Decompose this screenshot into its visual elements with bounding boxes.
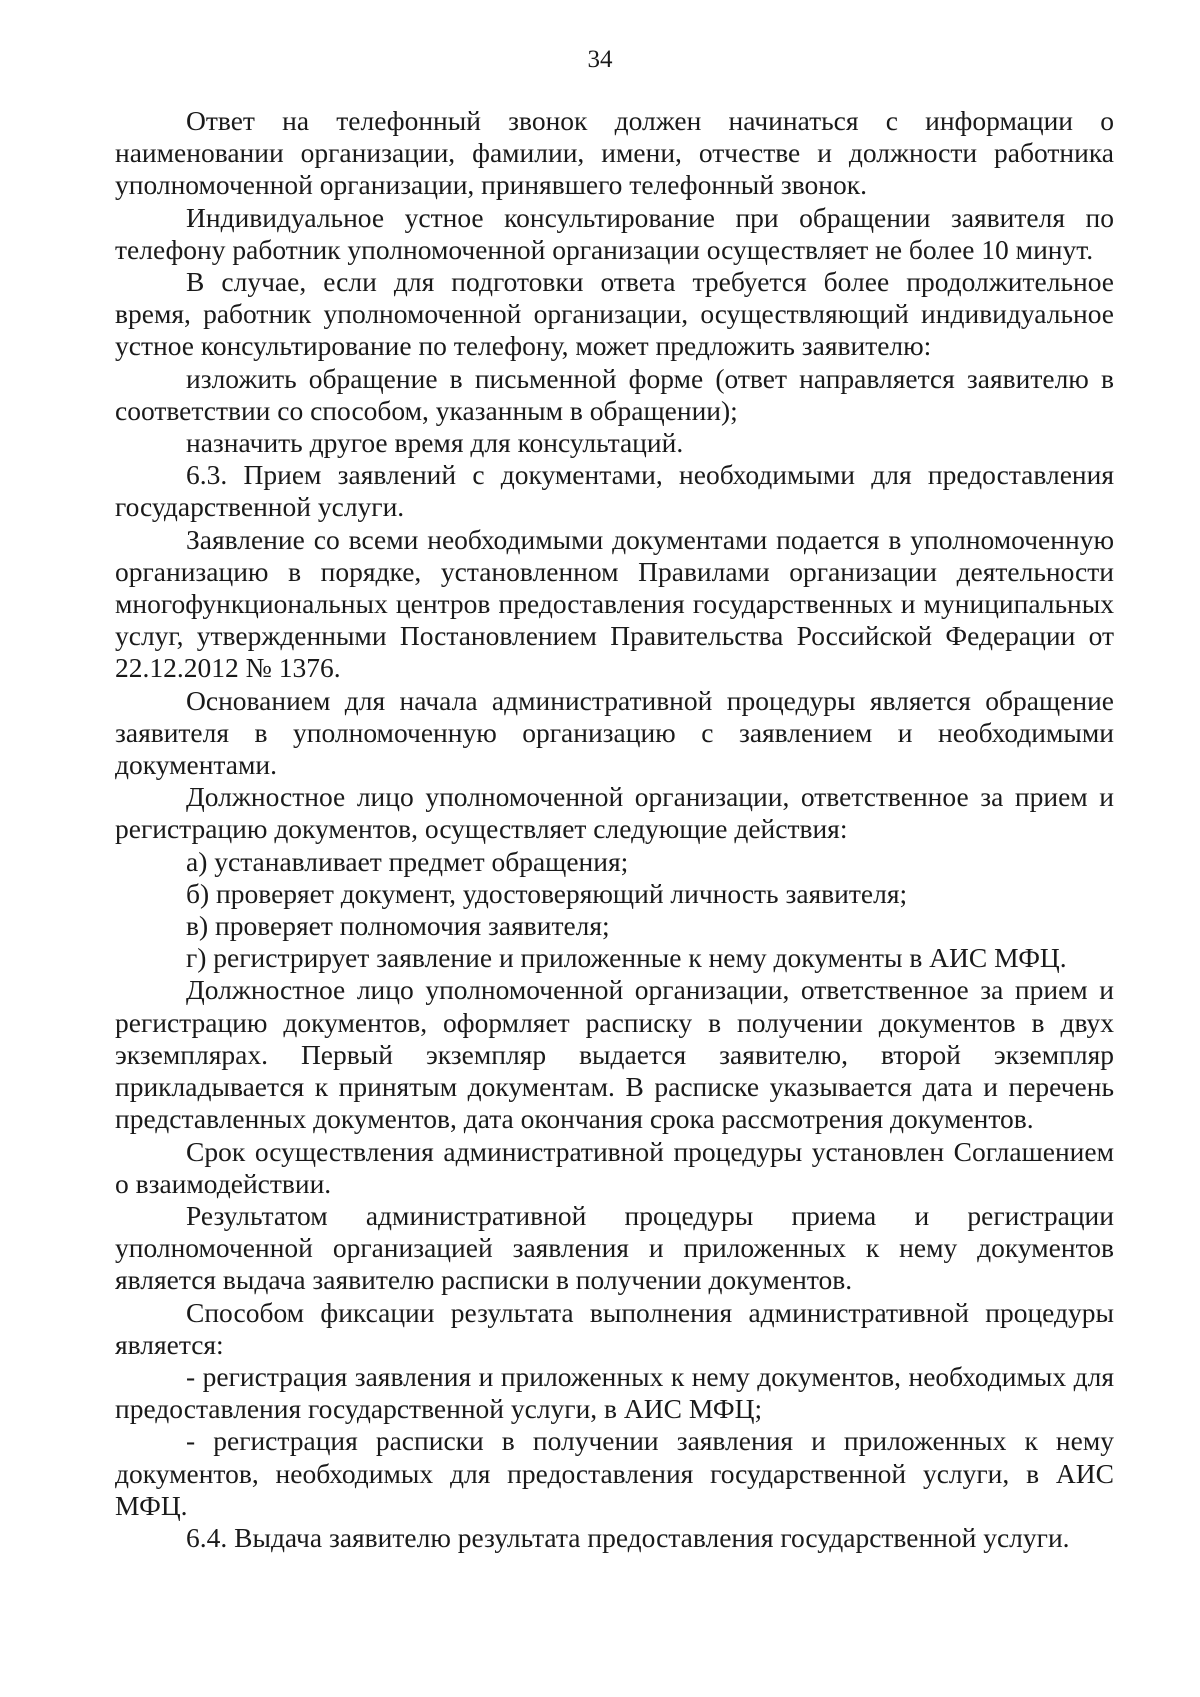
page-number: 34 — [587, 46, 613, 73]
list-item-a: а) устанавливает предмет обращения; — [186, 845, 629, 877]
paragraph-written-request: изложить обращение в письменной форме (ответ направляется заявителю в соответствии со способом, указанным в обращении); — [115, 362, 1114, 426]
paragraph-official-actions: Должностное лицо уполномоченной организации, ответственное за прием и регистрацию документов, осуществляет следующие действия: — [115, 781, 1114, 845]
paragraph-longer-time: В случае, если для подготовки ответа требуется более продолжительное время, работник уполномоченной организации, осуществляющий индивидуальное устное консультирование по телефону, может предложить заявителю: — [115, 266, 1114, 362]
list-item-v: в) проверяет полномочия заявителя; — [186, 910, 610, 942]
section-heading-6-4: 6.4. Выдача заявителю результата предоставления государственной услуги. — [186, 1521, 1070, 1553]
list-item-g: г) регистрирует заявление и приложенные к нему документы в АИС МФЦ. — [186, 942, 1067, 974]
dash-item-receipt-registration: - регистрация расписки в получении заявления и приложенных к нему документов, необходимых для предоставления государственной услуги, в АИС МФЦ. — [115, 1425, 1114, 1521]
document-body — [115, 105, 1114, 1554]
paragraph-procedure-result: Результатом административной процедуры приема и регистрации уполномоченной организацией заявления и приложенных к нему документов является выдача заявителю расписки в получении документов. — [115, 1199, 1114, 1296]
paragraph-consultation-duration: Индивидуальное устное консультирование при обращении заявителя по телефону работник уполномоченной организации осуществляет не более 10 минут. — [115, 201, 1114, 265]
paragraph-phone-answer: Ответ на телефонный звонок должен начинаться с информации о наименовании организации, фамилии, имени, отчестве и должности работника уполномоченной организации, принявшего телефонный звонок. — [115, 105, 1114, 201]
paragraph-another-time: назначить другое время для консультаций. — [186, 427, 684, 459]
paragraph-procedure-term: Срок осуществления административной процедуры установлен Соглашением о взаимодействии. — [115, 1135, 1114, 1199]
paragraph-procedure-basis: Основанием для начала административной процедуры является обращение заявителя в уполномоченную организацию с заявлением и необходимыми документами. — [115, 684, 1114, 781]
paragraph-application-submission: Заявление со всеми необходимыми документами подается в уполномоченную организацию в порядке, установленном Правилами организации деятельности многофункциональных центров предоставления государственных и муниципальных услуг, утвержденными Постановлением Правительства Российской Федерации от 22.12.2012 № 1376. — [115, 523, 1114, 684]
paragraph-receipt: Должностное лицо уполномоченной организации, ответственное за прием и регистрацию документов, оформляет расписку в получении документов в двух экземплярах. Первый экземпляр выдается заявителю, второй экземпляр прикладывается к принятым документам. В расписке указывается дата и перечень представленных документов, дата окончания срока рассмотрения документов. — [115, 974, 1114, 1135]
list-item-b: б) проверяет документ, удостоверяющий личность заявителя; — [186, 877, 908, 909]
dash-item-application-registration: - регистрация заявления и приложенных к нему документов, необходимых для предоставления государственной услуги, в АИС МФЦ; — [115, 1360, 1114, 1425]
paragraph-fixation-method: Способом фиксации результата выполнения административной процедуры является: — [115, 1296, 1114, 1360]
section-heading-6-3: 6.3. Прием заявлений с документами, необходимыми для предоставления государственной услуги. — [115, 459, 1114, 523]
